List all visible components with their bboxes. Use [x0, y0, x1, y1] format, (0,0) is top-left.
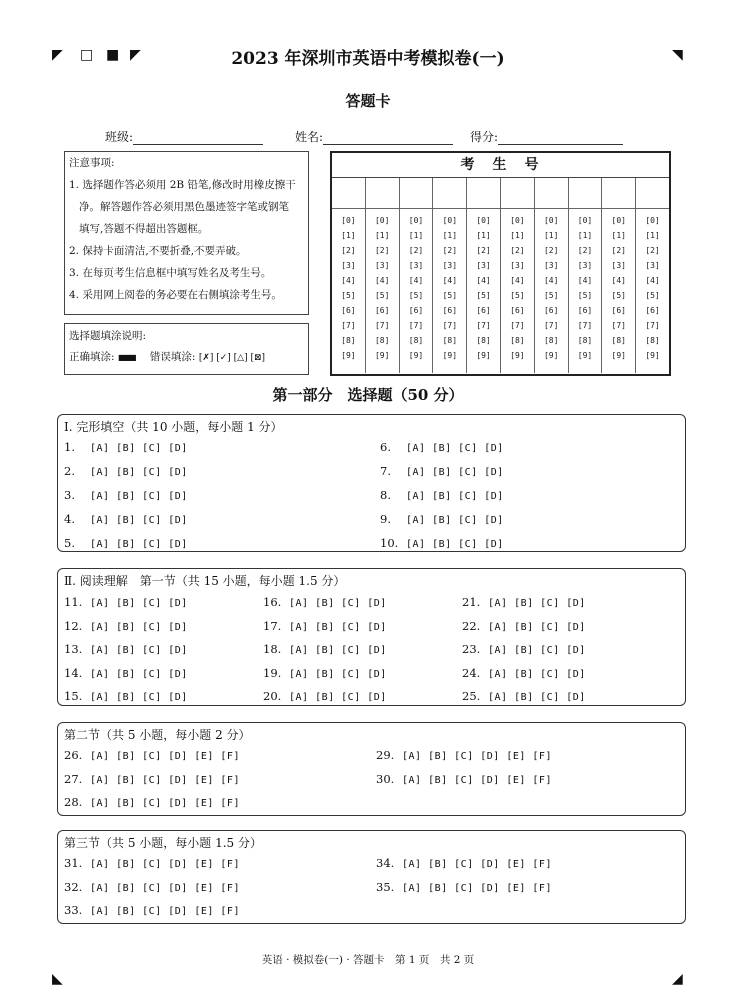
- question-row[interactable]: [376, 856, 552, 870]
- question-number: 17.: [263, 618, 282, 633]
- digit-bubble[interactable]: [3]: [442, 261, 458, 270]
- answer-options[interactable]: [A] [B] [C] [D]: [488, 645, 586, 656]
- student-id-bubbles: [433, 209, 466, 363]
- answer-options[interactable]: [A] [B] [C] [D]: [488, 598, 586, 609]
- student-id-digit-box[interactable]: [602, 178, 635, 209]
- digit-bubble[interactable]: [5]: [611, 291, 626, 300]
- question-row[interactable]: [380, 464, 504, 478]
- question-number: 7.: [380, 464, 391, 478]
- student-id-column: [400, 178, 434, 373]
- digit-bubble[interactable]: [5]: [442, 291, 458, 300]
- question-row[interactable]: [380, 512, 504, 526]
- student-id-digit-box[interactable]: [366, 178, 399, 209]
- question-row[interactable]: [64, 440, 188, 454]
- answer-options[interactable]: [A] [B] [C] [D]: [406, 443, 504, 454]
- student-id-digit-box[interactable]: [535, 178, 568, 209]
- part-title: 第一部分 选择题（50 分）: [272, 386, 464, 404]
- digit-bubble[interactable]: [5]: [341, 291, 356, 300]
- question-row[interactable]: [64, 772, 240, 786]
- digit-bubble[interactable]: [7]: [577, 321, 593, 330]
- digit-bubble[interactable]: [2]: [645, 246, 660, 255]
- answer-options[interactable]: [A] [B] [C] [D]: [90, 443, 188, 454]
- class-field[interactable]: [105, 128, 263, 145]
- corner-mark-icon: ◥: [672, 47, 683, 63]
- digit-bubble[interactable]: [5]: [476, 291, 491, 300]
- question-row[interactable]: [64, 903, 240, 917]
- question-row[interactable]: [64, 619, 188, 633]
- digit-bubble[interactable]: [4]: [408, 276, 424, 285]
- question-number: 6.: [380, 440, 391, 454]
- question-number: 21.: [462, 595, 481, 609]
- question-number: 4.: [64, 512, 75, 526]
- student-id-bubbles: [332, 209, 365, 363]
- student-id-column: [467, 178, 501, 373]
- answer-options[interactable]: [A] [B] [C] [D] [E] [F]: [90, 751, 240, 762]
- student-id-bubbles: [501, 209, 534, 363]
- digit-bubble[interactable]: [6]: [645, 306, 660, 315]
- page-footer: 英语 · 模拟卷(一) · 答题卡 第 1 页 共 2 页: [261, 954, 475, 966]
- digit-bubble[interactable]: [4]: [645, 276, 660, 285]
- answer-options[interactable]: [A] [B] [C] [D]: [406, 539, 504, 550]
- correct-label: 正确填涂:: [69, 351, 115, 363]
- student-id-column: [433, 178, 467, 373]
- digit-bubble[interactable]: [4]: [510, 276, 525, 285]
- student-id-column: [602, 178, 636, 373]
- question-row[interactable]: [64, 856, 240, 870]
- student-id-column: [332, 178, 366, 373]
- student-id-digit-box[interactable]: [467, 178, 500, 209]
- digit-bubble[interactable]: [5]: [645, 291, 660, 300]
- answer-options[interactable]: [A] [B] [C] [D]: [90, 621, 188, 633]
- digit-bubble[interactable]: [2]: [374, 246, 390, 255]
- question-row[interactable]: [462, 666, 586, 680]
- answer-options[interactable]: [A] [B] [C] [D]: [90, 668, 188, 680]
- digit-bubble[interactable]: [1]: [611, 231, 626, 240]
- question-number: 24.: [462, 665, 481, 680]
- digit-bubble[interactable]: [6]: [476, 306, 491, 315]
- answer-options[interactable]: [A] [B] [C] [D]: [488, 668, 586, 680]
- digit-bubble[interactable]: [8]: [341, 336, 356, 345]
- digit-bubble[interactable]: [9]: [543, 351, 559, 360]
- digit-bubble[interactable]: [4]: [611, 276, 626, 285]
- digit-bubble[interactable]: [7]: [408, 321, 424, 330]
- corner-mark-icon: ◤: [52, 47, 63, 63]
- answer-options[interactable]: [A] [B] [C] [D] [E] [F]: [90, 882, 240, 894]
- digit-bubble[interactable]: [0]: [543, 216, 559, 225]
- student-id-column: [535, 178, 569, 373]
- digit-bubble[interactable]: [8]: [510, 336, 525, 345]
- digit-bubble[interactable]: [6]: [442, 306, 458, 315]
- notes-item: 3. 在每页考生信息框中填写姓名及考生号。: [69, 267, 272, 279]
- question-row[interactable]: [263, 595, 387, 609]
- digit-bubble[interactable]: [6]: [408, 306, 424, 315]
- section-cloze: [57, 414, 686, 552]
- name-field[interactable]: [295, 128, 453, 145]
- student-id-bubbles: [467, 209, 500, 363]
- empty-square-icon: □: [80, 47, 94, 63]
- digit-bubble[interactable]: [8]: [442, 336, 458, 345]
- answer-options[interactable]: [A] [B] [C] [D]: [406, 491, 504, 502]
- answer-options[interactable]: [A] [B] [C] [D]: [488, 621, 586, 633]
- answer-options[interactable]: [A] [B] [C] [D]: [90, 692, 188, 703]
- question-number: 25.: [462, 689, 481, 703]
- digit-bubble[interactable]: [1]: [408, 231, 424, 240]
- answer-options[interactable]: [A] [B] [C] [D] [E] [F]: [402, 774, 552, 786]
- digit-bubble[interactable]: [1]: [543, 231, 559, 240]
- student-id-column: [366, 178, 400, 373]
- notes-item: 净。解答题作答必须用黑色墨迹签字笔或钢笔: [79, 201, 289, 213]
- student-id-bubbles: [366, 209, 399, 363]
- score-field[interactable]: [470, 128, 623, 145]
- answer-options[interactable]: [A] [B] [C] [D]: [90, 467, 188, 478]
- digit-bubble[interactable]: [4]: [442, 276, 458, 285]
- answer-options[interactable]: [A] [B] [C] [D] [E] [F]: [402, 859, 552, 870]
- digit-bubble[interactable]: [1]: [476, 231, 491, 240]
- wrong-label: 错误填涂:: [149, 351, 196, 363]
- page-title: 2023 年深圳市英语中考模拟卷(一): [231, 49, 505, 69]
- digit-bubble[interactable]: [0]: [510, 216, 525, 225]
- question-number: 31.: [64, 856, 83, 870]
- question-number: 14.: [64, 665, 83, 680]
- digit-bubble[interactable]: [7]: [476, 321, 491, 330]
- question-row[interactable]: [64, 488, 188, 502]
- class-blank[interactable]: [133, 132, 263, 145]
- notes-title: 注意事项:: [69, 157, 115, 169]
- digit-bubble[interactable]: [7]: [611, 321, 626, 330]
- question-number: 11.: [64, 595, 83, 609]
- digit-bubble[interactable]: [7]: [543, 321, 559, 330]
- student-id-box: [330, 151, 671, 376]
- question-row[interactable]: [462, 689, 586, 703]
- name-label: 姓名:: [295, 130, 324, 144]
- digit-bubble[interactable]: [3]: [645, 261, 660, 270]
- digit-bubble[interactable]: [2]: [577, 246, 593, 255]
- notes-item: 填写,答题不得超出答题框。: [79, 223, 209, 235]
- student-id-bubbles: [400, 209, 433, 363]
- question-number: 20.: [263, 689, 282, 703]
- student-id-bubbles: [535, 209, 568, 363]
- name-blank[interactable]: [323, 132, 453, 145]
- question-row[interactable]: [64, 595, 188, 609]
- digit-bubble[interactable]: [7]: [442, 321, 458, 330]
- answer-options[interactable]: [A] [B] [C] [D] [E] [F]: [402, 751, 552, 762]
- digit-bubble[interactable]: [1]: [374, 231, 390, 240]
- corner-mark-icon: ◤: [130, 47, 141, 63]
- digit-bubble[interactable]: [9]: [442, 351, 458, 360]
- filled-square-icon: ■: [106, 47, 120, 63]
- question-row[interactable]: [64, 795, 240, 809]
- answer-options[interactable]: [A] [B] [C] [D] [E] [F]: [90, 798, 240, 809]
- class-label: 班级:: [105, 130, 134, 144]
- digit-bubble[interactable]: [9]: [374, 351, 390, 360]
- digit-bubble[interactable]: [6]: [577, 306, 593, 315]
- digit-bubble[interactable]: [8]: [374, 336, 390, 345]
- student-id-bubbles: [569, 209, 602, 363]
- digit-bubble[interactable]: [1]: [577, 231, 593, 240]
- digit-bubble[interactable]: [0]: [408, 216, 424, 225]
- question-number: 15.: [64, 689, 83, 703]
- digit-bubble[interactable]: [8]: [577, 336, 593, 345]
- student-id-column: [569, 178, 603, 373]
- digit-bubble[interactable]: [4]: [543, 276, 559, 285]
- digit-bubble[interactable]: [4]: [476, 276, 491, 285]
- digit-bubble[interactable]: [2]: [476, 246, 491, 255]
- student-id-bubbles: [602, 209, 635, 363]
- notes-item: 4. 采用网上阅卷的务必要在右侧填涂考生号。: [69, 289, 282, 301]
- answer-options[interactable]: [A] [B] [C] [D]: [90, 539, 188, 550]
- corner-mark-icon: ◢: [672, 971, 683, 987]
- answer-options[interactable]: [A] [B] [C] [D]: [406, 467, 504, 478]
- digit-bubble[interactable]: [0]: [611, 216, 626, 225]
- answer-options[interactable]: [A] [B] [C] [D] [E] [F]: [90, 859, 240, 870]
- digit-bubble[interactable]: [3]: [543, 261, 559, 270]
- answer-options[interactable]: [A] [B] [C] [D]: [488, 692, 586, 703]
- digit-bubble[interactable]: [2]: [510, 246, 525, 255]
- digit-bubble[interactable]: [8]: [543, 336, 559, 345]
- notes-box: [64, 151, 309, 315]
- student-id-digit-box[interactable]: [569, 178, 602, 209]
- question-number: 2.: [64, 464, 75, 478]
- wrong-samples: [✗] [✓] [△] [⊠]: [198, 353, 266, 363]
- digit-bubble[interactable]: [7]: [645, 321, 660, 330]
- question-row[interactable]: [380, 440, 504, 454]
- digit-bubble[interactable]: [1]: [645, 231, 660, 240]
- question-row[interactable]: [263, 666, 387, 680]
- digit-bubble[interactable]: [6]: [374, 306, 390, 315]
- answer-options[interactable]: [A] [B] [C] [D]: [289, 598, 387, 609]
- digit-bubble[interactable]: [8]: [645, 336, 660, 345]
- digit-bubble[interactable]: [9]: [510, 351, 525, 360]
- digit-bubble[interactable]: [4]: [577, 276, 593, 285]
- student-id-digit-box[interactable]: [332, 178, 365, 209]
- digit-bubble[interactable]: [2]: [543, 246, 559, 255]
- question-number: 35.: [376, 879, 395, 894]
- question-number: 9.: [380, 512, 391, 526]
- section-title: Ⅰ. 完形填空（共 10 小题，每小题 1 分）: [64, 420, 283, 434]
- answer-options[interactable]: [A] [B] [C] [D]: [90, 598, 188, 609]
- answer-options[interactable]: [A] [B] [C] [D] [E] [F]: [402, 882, 552, 894]
- question-row[interactable]: [64, 464, 188, 478]
- digit-bubble[interactable]: [0]: [374, 216, 390, 225]
- question-number: 23.: [462, 642, 481, 656]
- student-id-bubbles: [636, 209, 669, 363]
- student-id-column: [501, 178, 535, 373]
- question-row[interactable]: [376, 772, 552, 786]
- digit-bubble[interactable]: [6]: [341, 306, 356, 315]
- question-number: 30.: [376, 771, 395, 786]
- digit-bubble[interactable]: [9]: [645, 351, 660, 360]
- question-number: 33.: [64, 903, 83, 917]
- answer-options[interactable]: [A] [B] [C] [D]: [90, 645, 188, 656]
- question-number: 16.: [263, 595, 282, 609]
- page-subtitle: 答题卡: [345, 92, 391, 110]
- question-row[interactable]: [64, 512, 188, 526]
- answer-options[interactable]: [A] [B] [C] [D] [E] [F]: [90, 906, 240, 917]
- question-number: 34.: [376, 856, 395, 870]
- student-id-column: [636, 178, 669, 373]
- student-id-digit-box[interactable]: [636, 178, 669, 209]
- score-label: 得分:: [470, 130, 499, 144]
- question-number: 32.: [64, 879, 83, 894]
- section-reading-1: [57, 568, 686, 706]
- answer-options[interactable]: [A] [B] [C] [D] [E] [F]: [90, 774, 240, 786]
- digit-bubble[interactable]: [0]: [645, 216, 660, 225]
- question-number: 18.: [263, 642, 282, 656]
- answer-options[interactable]: [A] [B] [C] [D]: [90, 515, 188, 526]
- digit-bubble[interactable]: [0]: [577, 216, 593, 225]
- digit-bubble[interactable]: [3]: [408, 261, 424, 270]
- digit-bubble[interactable]: [5]: [510, 291, 525, 300]
- digit-bubble[interactable]: [5]: [577, 291, 593, 300]
- question-row[interactable]: [64, 689, 188, 703]
- answer-options[interactable]: [A] [B] [C] [D]: [289, 621, 387, 633]
- student-id-digit-box[interactable]: [501, 178, 534, 209]
- digit-bubble[interactable]: [3]: [611, 261, 626, 270]
- digit-bubble[interactable]: [1]: [341, 231, 356, 240]
- answer-options[interactable]: [A] [B] [C] [D]: [406, 515, 504, 526]
- digit-bubble[interactable]: [3]: [341, 261, 356, 270]
- digit-bubble[interactable]: [0]: [341, 216, 356, 225]
- student-id-title: 考 生 号: [332, 153, 669, 178]
- digit-bubble[interactable]: [2]: [341, 246, 356, 255]
- fill-guide-box: [64, 323, 309, 375]
- question-row[interactable]: [64, 642, 188, 656]
- answer-options[interactable]: [A] [B] [C] [D]: [289, 668, 387, 680]
- question-number: 26.: [64, 748, 83, 762]
- digit-bubble[interactable]: [9]: [611, 351, 626, 360]
- question-number: 29.: [376, 748, 395, 762]
- digit-bubble[interactable]: [6]: [543, 306, 559, 315]
- question-row[interactable]: [263, 689, 387, 703]
- digit-bubble[interactable]: [8]: [476, 336, 491, 345]
- question-number: 22.: [462, 618, 481, 633]
- question-row[interactable]: [462, 595, 586, 609]
- question-row[interactable]: [380, 536, 504, 550]
- correct-sample: ■■■: [117, 353, 135, 362]
- digit-bubble[interactable]: [7]: [510, 321, 525, 330]
- question-row[interactable]: [64, 880, 240, 894]
- student-id-grid: [332, 178, 669, 373]
- question-row[interactable]: [462, 619, 586, 633]
- question-row[interactable]: [64, 536, 188, 550]
- answer-options[interactable]: [A] [B] [C] [D]: [289, 692, 387, 703]
- section-title: Ⅱ. 阅读理解 第一节（共 15 小题，每小题 1.5 分）: [64, 574, 346, 588]
- digit-bubble[interactable]: [0]: [476, 216, 491, 225]
- question-row[interactable]: [64, 748, 240, 762]
- question-row[interactable]: [263, 619, 387, 633]
- digit-bubble[interactable]: [1]: [510, 231, 525, 240]
- question-row[interactable]: [263, 642, 387, 656]
- notes-item: 1. 选择题作答必须用 2B 铅笔,修改时用橡皮擦干: [69, 179, 296, 191]
- digit-bubble[interactable]: [3]: [476, 261, 491, 270]
- question-number: 28.: [64, 795, 83, 809]
- section-title: 第二节（共 5 小题，每小题 2 分）: [64, 728, 251, 742]
- question-row[interactable]: [380, 488, 504, 502]
- digit-bubble[interactable]: [8]: [408, 336, 424, 345]
- question-number: 27.: [64, 771, 83, 786]
- student-id-digit-box[interactable]: [433, 178, 466, 209]
- digit-bubble[interactable]: [3]: [510, 261, 525, 270]
- question-number: 8.: [380, 488, 391, 502]
- fill-guide-title: 选择题填涂说明:: [69, 330, 147, 342]
- question-row[interactable]: [462, 642, 586, 656]
- question-number: 3.: [64, 488, 75, 502]
- corner-mark-icon: ◣: [52, 971, 63, 987]
- question-number: 5.: [64, 536, 75, 550]
- digit-bubble[interactable]: [0]: [442, 216, 458, 225]
- question-number: 19.: [263, 665, 282, 680]
- digit-bubble[interactable]: [9]: [341, 351, 356, 360]
- student-id-digit-box[interactable]: [400, 178, 433, 209]
- digit-bubble[interactable]: [1]: [442, 231, 458, 240]
- digit-bubble[interactable]: [5]: [543, 291, 559, 300]
- digit-bubble[interactable]: [9]: [476, 351, 491, 360]
- digit-bubble[interactable]: [5]: [374, 291, 390, 300]
- digit-bubble[interactable]: [6]: [611, 306, 626, 315]
- score-blank[interactable]: [498, 132, 623, 145]
- digit-bubble[interactable]: [6]: [510, 306, 525, 315]
- question-row[interactable]: [376, 880, 552, 894]
- digit-bubble[interactable]: [2]: [442, 246, 458, 255]
- digit-bubble[interactable]: [3]: [374, 261, 390, 270]
- answer-options[interactable]: [A] [B] [C] [D]: [90, 491, 188, 502]
- digit-bubble[interactable]: [7]: [341, 321, 356, 330]
- section-title: 第三节（共 5 小题，每小题 1.5 分）: [64, 836, 262, 850]
- digit-bubble[interactable]: [9]: [408, 351, 424, 360]
- question-number: 13.: [64, 642, 83, 656]
- digit-bubble[interactable]: [2]: [611, 246, 626, 255]
- digit-bubble[interactable]: [4]: [341, 276, 356, 285]
- notes-item: 2. 保持卡面清洁,不要折叠,不要弄破。: [69, 245, 247, 257]
- digit-bubble[interactable]: [7]: [374, 321, 390, 330]
- question-row[interactable]: [64, 666, 188, 680]
- question-number: 10.: [380, 536, 399, 550]
- question-row[interactable]: [376, 748, 552, 762]
- digit-bubble[interactable]: [8]: [611, 336, 626, 345]
- digit-bubble[interactable]: [3]: [577, 261, 593, 270]
- digit-bubble[interactable]: [4]: [374, 276, 390, 285]
- answer-options[interactable]: [A] [B] [C] [D]: [289, 645, 387, 656]
- digit-bubble[interactable]: [9]: [577, 351, 593, 360]
- digit-bubble[interactable]: [5]: [408, 291, 424, 300]
- digit-bubble[interactable]: [2]: [408, 246, 424, 255]
- question-number: 12.: [64, 618, 83, 633]
- question-number: 1.: [64, 440, 75, 454]
